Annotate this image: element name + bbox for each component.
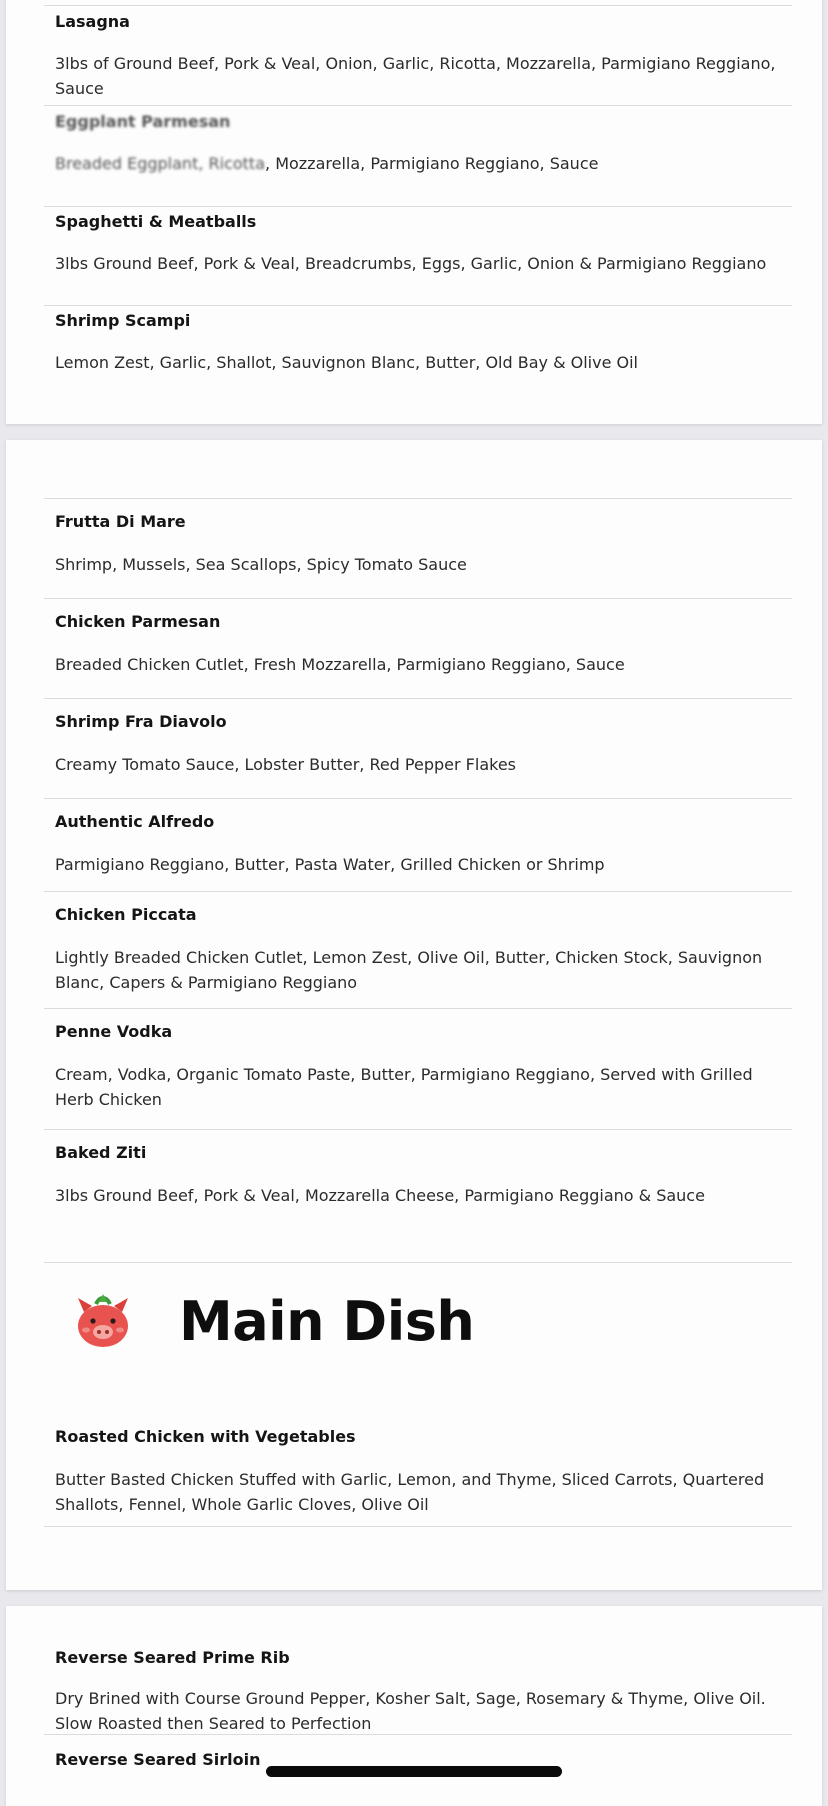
- menu-card-pasta-1: [6, 0, 822, 424]
- item-description: Lightly Breaded Chicken Cutlet, Lemon Zest, Olive Oil, Butter, Chicken Stock, Sauvignon Blanc, Capers & Parmigiano Reggiano: [55, 948, 763, 992]
- divider: [44, 1734, 792, 1735]
- item-name: Roasted Chicken with Vegetables: [55, 1427, 356, 1446]
- item-name: Lasagna: [55, 12, 130, 31]
- divider: [44, 598, 792, 599]
- item-name: Shrimp Fra Diavolo: [55, 712, 227, 731]
- divider: [44, 1526, 792, 1527]
- divider: [44, 105, 792, 106]
- divider: [44, 891, 792, 892]
- item-name: Authentic Alfredo: [55, 812, 215, 831]
- item-name: Chicken Piccata: [55, 905, 197, 924]
- item-name: Spaghetti & Meatballs: [55, 212, 257, 231]
- item-name: Frutta Di Mare: [55, 512, 186, 531]
- item-name: Eggplant Parmesan: [55, 112, 231, 131]
- divider: [44, 5, 792, 6]
- item-name: Reverse Seared Sirloin: [55, 1750, 261, 1769]
- item-description: 3lbs of Ground Beef, Pork & Veal, Onion, Garlic, Ricotta, Mozzarella, Parmigiano Reggiano, Sauce: [55, 54, 776, 98]
- divider: [44, 305, 792, 306]
- item-description: 3lbs Ground Beef, Pork & Veal, Mozzarella Cheese, Parmigiano Reggiano & Sauce: [55, 1186, 705, 1205]
- item-description: Cream, Vodka, Organic Tomato Paste, Butter, Parmigiano Reggiano, Served with Grilled Herb Chicken: [55, 1065, 753, 1109]
- pig-icon: [72, 1292, 134, 1350]
- menu-card-pasta-2: [6, 440, 822, 1590]
- item-description: Dry Brined with Course Ground Pepper, Kosher Salt, Sage, Rosemary & Thyme, Olive Oil. Slow Roasted then Seared to Perfection: [55, 1689, 766, 1733]
- item-name: Shrimp Scampi: [55, 311, 191, 330]
- item-description: Breaded Chicken Cutlet, Fresh Mozzarella, Parmigiano Reggiano, Sauce: [55, 655, 625, 674]
- divider: [44, 1008, 792, 1009]
- item-description: Creamy Tomato Sauce, Lobster Butter, Red Pepper Flakes: [55, 755, 516, 774]
- item-description: Lemon Zest, Garlic, Shallot, Sauvignon Blanc, Butter, Old Bay & Olive Oil: [55, 353, 638, 372]
- item-description: Butter Basted Chicken Stuffed with Garlic, Lemon, and Thyme, Sliced Carrots, Quartered Shallots, Fennel, Whole Garlic Cloves, Olive Oil: [55, 1470, 765, 1514]
- item-description-rest: , Mozzarella, Parmigiano Reggiano, Sauce: [265, 154, 599, 173]
- divider: [44, 1262, 792, 1263]
- divider: [44, 498, 792, 499]
- divider: [44, 206, 792, 207]
- item-description: [55, 151, 785, 176]
- divider: [44, 698, 792, 699]
- item-name: Chicken Parmesan: [55, 612, 221, 631]
- home-indicator[interactable]: [266, 1766, 562, 1777]
- item-name: Penne Vodka: [55, 1022, 173, 1041]
- item-description: 3lbs Ground Beef, Pork & Veal, Breadcrumbs, Eggs, Garlic, Onion & Parmigiano Reggiano: [55, 254, 767, 273]
- section-title-main-dish: Main Dish: [179, 1290, 475, 1353]
- item-description: Shrimp, Mussels, Sea Scallops, Spicy Tomato Sauce: [55, 555, 467, 574]
- item-name: Reverse Seared Prime Rib: [55, 1648, 290, 1667]
- divider: [44, 798, 792, 799]
- item-description: Parmigiano Reggiano, Butter, Pasta Water, Grilled Chicken or Shrimp: [55, 855, 605, 874]
- item-description-blurred: Breaded Eggplant, Ricotta: [55, 154, 266, 173]
- divider: [44, 1129, 792, 1130]
- item-name: Baked Ziti: [55, 1143, 147, 1162]
